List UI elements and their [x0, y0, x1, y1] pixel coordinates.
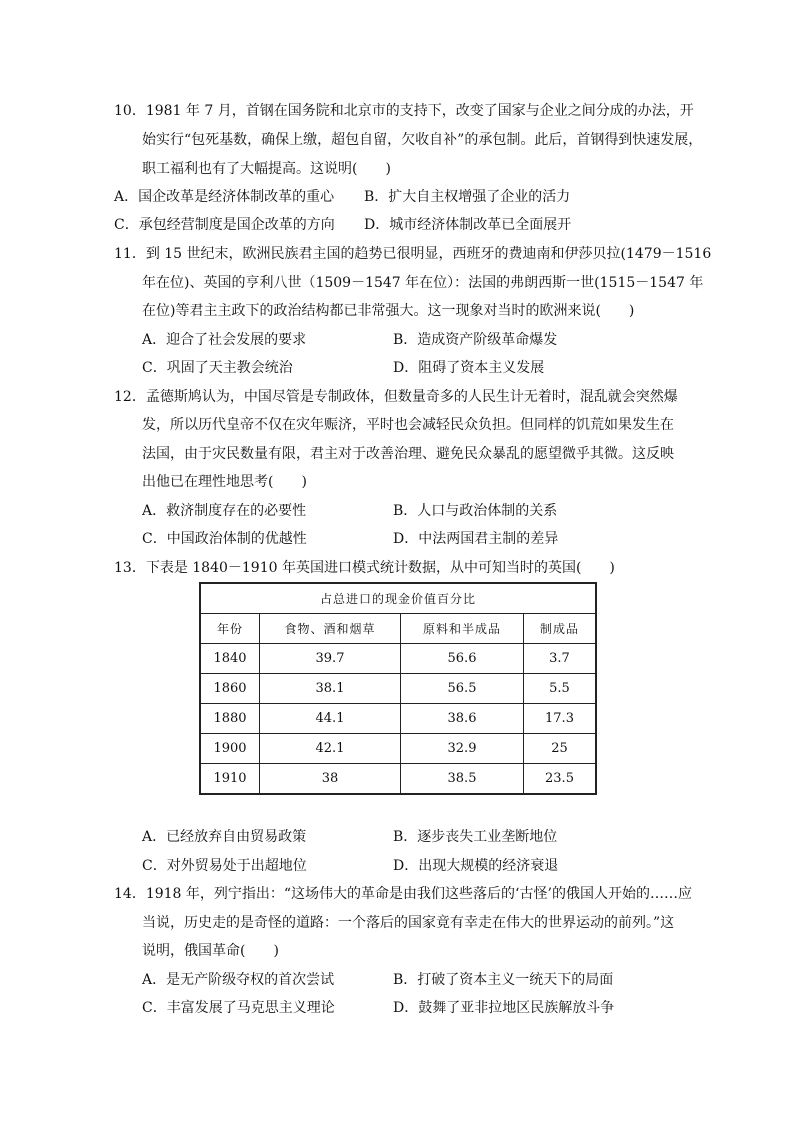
table-cell: 38 — [260, 764, 401, 795]
option-d[interactable]: D．中法两国君主制的差异 — [393, 531, 559, 547]
option-d[interactable]: D．出现大规模的经济衰退 — [393, 858, 559, 874]
table-cell: 32.9 — [401, 734, 524, 764]
table-cell: 38.1 — [260, 674, 401, 704]
question-text-line: 10．1981 年 7 月，首钢在国务院和北京市的支持下，改变了国家与企业之间分成的办法，开 — [114, 103, 694, 119]
table-row — [200, 764, 596, 795]
question-text-line: 出他已在理性地思考( ) — [142, 474, 307, 490]
option-d[interactable]: D．城市经济体制改革已全面展开 — [364, 217, 572, 233]
table-cell: 5.5 — [524, 674, 597, 704]
option-c[interactable]: C．巩固了天主教会统治 — [142, 360, 293, 376]
table-row — [200, 644, 596, 674]
table-header-row — [200, 614, 596, 644]
option-b[interactable]: B．逐步丧失工业垄断地位 — [393, 829, 558, 845]
question-text-line: 11．到 15 世纪末，欧洲民族君主国的趋势已很明显，西班牙的费迪南和伊莎贝拉(1479－1516 — [114, 246, 712, 262]
table-row — [200, 674, 596, 704]
option-a[interactable]: A．已经放弃自由贸易政策 — [142, 829, 307, 845]
question-text-line: 当说，历史走的是奇怪的道路：一个落后的国家竟有幸走在伟大的世界运动的前列。”这 — [142, 915, 675, 931]
table-cell: 1880 — [200, 704, 260, 734]
table-header-year: 年份 — [200, 614, 260, 644]
table-header-manufactured: 制成品 — [524, 614, 597, 644]
table-cell: 56.6 — [401, 644, 524, 674]
table-row — [200, 704, 596, 734]
table-cell: 3.7 — [524, 644, 597, 674]
question-text-line: 12．孟德斯鸠认为，中国尽管是专制政体，但数量奇多的人民生计无着时，混乱就会突然爆 — [114, 389, 678, 405]
option-b[interactable]: B．扩大自主权增强了企业的活力 — [364, 189, 571, 205]
question-text-line: 法国，由于灾民数量有限，君主对于改善治理、避免民众暴乱的愿望微乎其微。这反映 — [142, 446, 674, 462]
question-text-line: 年在位)、英国的亨利八世（1509－1547 年在位）：法国的弗朗西斯一世(1515－1547 年 — [142, 275, 704, 291]
table-cell: 1860 — [200, 674, 260, 704]
table-cell: 38.6 — [401, 704, 524, 734]
question-text-line: 说明，俄国革命( ) — [142, 943, 279, 959]
question-text-line: 14．1918 年，列宁指出：“这场伟大的革命是由我们这些落后的‘古怪’的俄国人开始的……应 — [114, 886, 692, 902]
question-text-line: 13．下表是 1840－1910 年英国进口模式统计数据，从中可知当时的英国( ) — [114, 560, 615, 576]
option-d[interactable]: D．鼓舞了亚非拉地区民族解放斗争 — [393, 1000, 615, 1016]
option-a[interactable]: A．迎合了社会发展的要求 — [142, 332, 307, 348]
option-b[interactable]: B．人口与政治体制的关系 — [393, 503, 558, 519]
question-text-line: 发，所以历代皇帝不仅在灾年赈济，平时也会减轻民众负担。但同样的饥荒如果发生在 — [142, 417, 674, 433]
option-b[interactable]: B．打破了资本主义一统天下的局面 — [393, 972, 614, 988]
question-text-line: 始实行“包死基数，确保上缴，超包自留，欠收自补”的承包制。此后，首钢得到快速发展， — [142, 132, 703, 148]
table-caption-row — [200, 583, 596, 614]
table-cell: 25 — [524, 734, 597, 764]
table-cell: 23.5 — [524, 764, 597, 795]
option-a[interactable]: A．国企改革是经济体制改革的重心 — [114, 189, 335, 205]
table-cell: 1900 — [200, 734, 260, 764]
option-c[interactable]: C．承包经营制度是国企改革的方向 — [114, 217, 335, 233]
table-cell: 44.1 — [260, 704, 401, 734]
table-cell: 56.5 — [401, 674, 524, 704]
table-cell: 39.7 — [260, 644, 401, 674]
option-d[interactable]: D．阻碍了资本主义发展 — [393, 360, 545, 376]
table-header-raw-materials: 原料和半成品 — [401, 614, 524, 644]
question-text-line: 在位)等君主主政下的政治结构都已非常强大。这一现象对当时的欧洲来说( ) — [142, 303, 635, 319]
table-row — [200, 734, 596, 764]
table-header-food: 食物、酒和烟草 — [260, 614, 401, 644]
option-a[interactable]: A．救济制度存在的必要性 — [142, 503, 307, 519]
option-c[interactable]: C．中国政治体制的优越性 — [142, 531, 307, 547]
table-cell: 38.5 — [401, 764, 524, 795]
option-b[interactable]: B．造成资产阶级革命爆发 — [393, 332, 558, 348]
table-cell: 42.1 — [260, 734, 401, 764]
table-cell: 17.3 — [524, 704, 597, 734]
table-cell: 1910 — [200, 764, 260, 795]
option-c[interactable]: C．丰富发展了马克思主义理论 — [142, 1000, 335, 1016]
table-caption: 占总进口的现金价值百分比 — [200, 583, 596, 614]
import-statistics-table — [199, 582, 597, 795]
table-cell: 1840 — [200, 644, 260, 674]
question-text-line: 职工福利也有了大幅提高。这说明( ) — [142, 161, 391, 177]
option-a[interactable]: A．是无产阶级夺权的首次尝试 — [142, 972, 335, 988]
option-c[interactable]: C．对外贸易处于出超地位 — [142, 858, 307, 874]
